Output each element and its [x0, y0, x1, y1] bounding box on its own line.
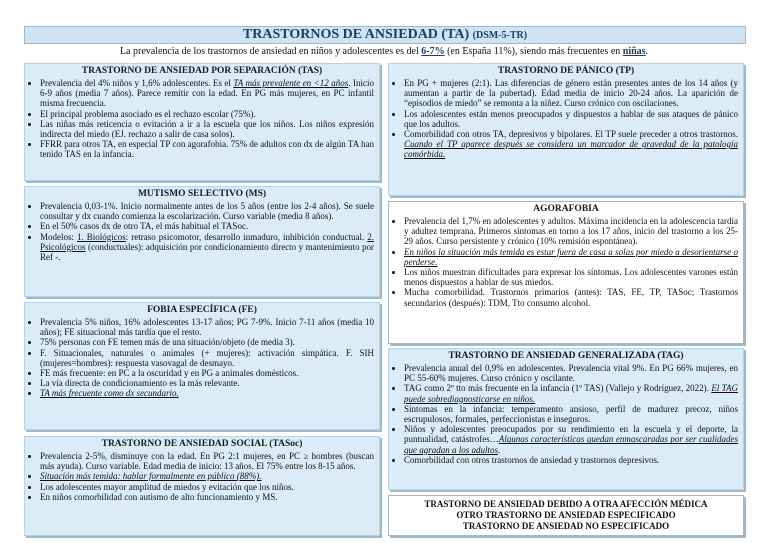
list-item: • Mucha comorbilidad. Trastornos primarios (antes): TAS, FE, TP, TASoc; Trastornos secundarios (después): TDM, Tto consumo alcohol.: [404, 287, 738, 307]
list-item: • Situación más temida: hablar formalmente en público (88%).: [40, 471, 374, 481]
fe-box: [24, 302, 380, 430]
ag-title: AGORAFOBIA: [533, 204, 599, 214]
list-item: • El principal problema asociado es el rechazo escolar (75%).: [40, 109, 374, 119]
list-item: • Los adolescentes están menos preocupados y dispuestos a hablar de sus ataques de pánico que los adultos.: [404, 109, 738, 129]
ms-list: [30, 201, 374, 262]
tp-list: [394, 78, 738, 160]
intro-percentage: 6-7%: [421, 46, 445, 57]
list-item: • F. Situacionales, naturales o animales (+ mujeres): activación simpática. F. SIH (mujeres=hombres): respuesta vasovagal de desmayo.: [40, 348, 374, 368]
other-disorder-medical: TRASTORNO DE ANSIEDAD DEBIDO A OTRA AFECCIÓN MÉDICA: [424, 499, 708, 509]
tag-list: [394, 363, 738, 465]
intro-text: [24, 46, 744, 58]
list-item: • TA más frecuente como dx secundario.: [40, 388, 374, 398]
intro-mid: (en España 11%), siendo más frecuentes en: [447, 46, 621, 57]
tasoc-title: TRASTORNO DE ANSIEDAD SOCIAL (TASoc): [101, 439, 303, 449]
tasoc-list: [30, 451, 374, 502]
tp-title: TRASTORNO DE PÁNICO (TP): [497, 66, 635, 76]
list-item: • Niños y adolescentes preocupados por su rendimiento en la escuela y el deporte, la puntualidad, catástrofes…Algunas características quedan enmascaradas por ser cualidades que agradan a los adultos.: [404, 424, 738, 455]
list-item: • Prevalencia 2-5%, disminuye con la edad. En PG 2:1 mujeres, en PC ≥ hombres (buscan más ayuda). Curso variable. Edad media de inicio: 13 años. El 75% entre los 8-15 años.: [40, 451, 374, 471]
list-item: • Las niñas más reticencia o evitación a ir a la escuela que los niños. Los niños expresión indirecta del miedo (EJ. rechazo a salir de casa solos).: [40, 119, 374, 139]
ms-title: MUTISMO SELECTIVO (MS): [137, 189, 267, 199]
ag-box: [388, 201, 744, 344]
intro-pre: La prevalencia de los trastornos de ansiedad en niños y adolescentes es del: [119, 46, 419, 57]
list-item: • FE más frecuente: en PC a la oscuridad y en PG a animales domésticos.: [40, 368, 374, 378]
title-main: TRASTORNOS DE ANSIEDAD (TA): [242, 27, 470, 42]
intro-who: niñas: [622, 46, 646, 57]
other-disorder-specified: OTRO TRASTORNO DE ANSIEDAD ESPECIFICADO: [456, 510, 676, 520]
list-item: • Comorbilidad con otros TA, depresivos y bipolares. El TP suele preceder a otros trastornos. Cuando el TP aparece después se considera un marcador de gravedad de la patología comórbida.: [404, 129, 738, 160]
page-title: [24, 26, 746, 44]
fe-list: [30, 317, 374, 399]
ms-box: [24, 186, 380, 297]
list-item: • Prevalencia anual del 0,9% en adolescentes. Prevalencia vital 9%. En PG 66% mujeres, en PC 55-60% mujeres. Curso crónico y oscilante.: [404, 363, 738, 383]
list-item: • La vía directa de condicionamiento es la más relevante.: [40, 378, 374, 388]
list-item: • Prevalencia del 4% niños y 1,6% adolescentes. Es el TA más prevalente en <12 años. Inicio 6-9 años (media 7 años). Parece remitir con la edad. En PG más mujeres, en PC infantil misma frecuencia.: [40, 78, 374, 109]
list-item: • Comorbilidad con otros trastornos de ansiedad y trastornos depresivos.: [404, 455, 738, 465]
tp-box: [388, 63, 744, 196]
title-sub: (DSM-5-TR): [472, 30, 528, 41]
list-item: • Los adolescentes mayor amplitud de miedos y evitación que los niños.: [40, 482, 374, 492]
list-item: • TAG como 2º tto más frecuente en la infancia (1º TAS) (Vallejo y Rodríguez, 2022). El TAG puede sobrediagnosticarse en niños.: [404, 383, 738, 403]
tag-box: [388, 348, 744, 490]
other-disorders-box: [388, 495, 744, 536]
list-item: • Prevalencia 5% niños, 16% adolescentes 13-17 años; PG 7-9%. Inicio 7-11 años (media 10 años); FE situacional más tardía que el resto.: [40, 317, 374, 337]
ag-list: [394, 216, 738, 308]
list-item: • FFRR para otros TA, en especial TP con agorafobia. 75% de adultos con dx de algún TA han tenido TAS en la infancia.: [40, 139, 374, 159]
list-item: • En el 50% casos dx de otro TA, el más habitual el TASoc.: [40, 221, 374, 231]
list-item: • 75% personas con FE temen más de una situación/objeto (de media 3).: [40, 337, 374, 347]
list-item: • En PG + mujeres (2:1). Las diferencias de género están presentes antes de los 14 años (y aumentan a partir de la pubertad). Edad media de inicio 20-24 años. La aparición de “episodios de miedo” se remonta a la niñez. Curso crónico con oscilaciones.: [404, 78, 738, 109]
other-disorder-unspecified: TRASTORNO DE ANSIEDAD NO ESPECIFICADO: [462, 521, 670, 531]
list-item: • En niños comorbilidad con autismo de alto funcionamiento y MS.: [40, 492, 374, 502]
tas-list: [30, 78, 374, 160]
list-item: • Prevalencia 0,03-1%. Inicio normalmente antes de los 5 años (entre los 2-4 años). Se suele consultar y dx cuando comienza la escolarización. Curso variable (media 8 años).: [40, 201, 374, 221]
list-item: • En niños la situación más temida es estar fuera de casa a solas por miedo a desorientarse o perderse.: [404, 247, 738, 267]
tasoc-box: [24, 436, 380, 536]
fe-title: FOBIA ESPECÍFICA (FE): [147, 305, 257, 315]
list-item: • Los niños muestran dificultades para expresar los síntomas. Los adolescentes varones están menos dispuestos a hablar de sus miedos.: [404, 267, 738, 287]
list-item: • Modelos: 1. Biológicos: retraso psicomotor, desarrollo inmaduro, inhibición conductual. 2. Psicológicos (conductuales): adquisición por condicionamiento directo y mantenimiento por Ref -.: [40, 232, 374, 263]
intro-end: .: [645, 46, 649, 57]
tas-box: [24, 63, 380, 181]
list-item: • Síntomas en la infancia: temperamento ansioso, perfil de madurez precoz, niños escrupulosos, formales, perfeccionistas e inseguros.: [404, 404, 738, 424]
tag-title: TRASTORNO DE ANSIEDAD GENERALIZADA (TAG): [448, 351, 684, 361]
list-item: • Prevalencia del 1,7% en adolescentes y adultos. Máxima incidencia en la adolescencia tardía y adultez temprana. Primeros síntomas en torno a los 17 años, inicio del trastorno a los 25-29 años. Curso persistente y crónico (10% remisión espontánea).: [404, 216, 738, 247]
tas-title: TRASTORNO DE ANSIEDAD POR SEPARACIÓN (TAS): [81, 66, 323, 76]
